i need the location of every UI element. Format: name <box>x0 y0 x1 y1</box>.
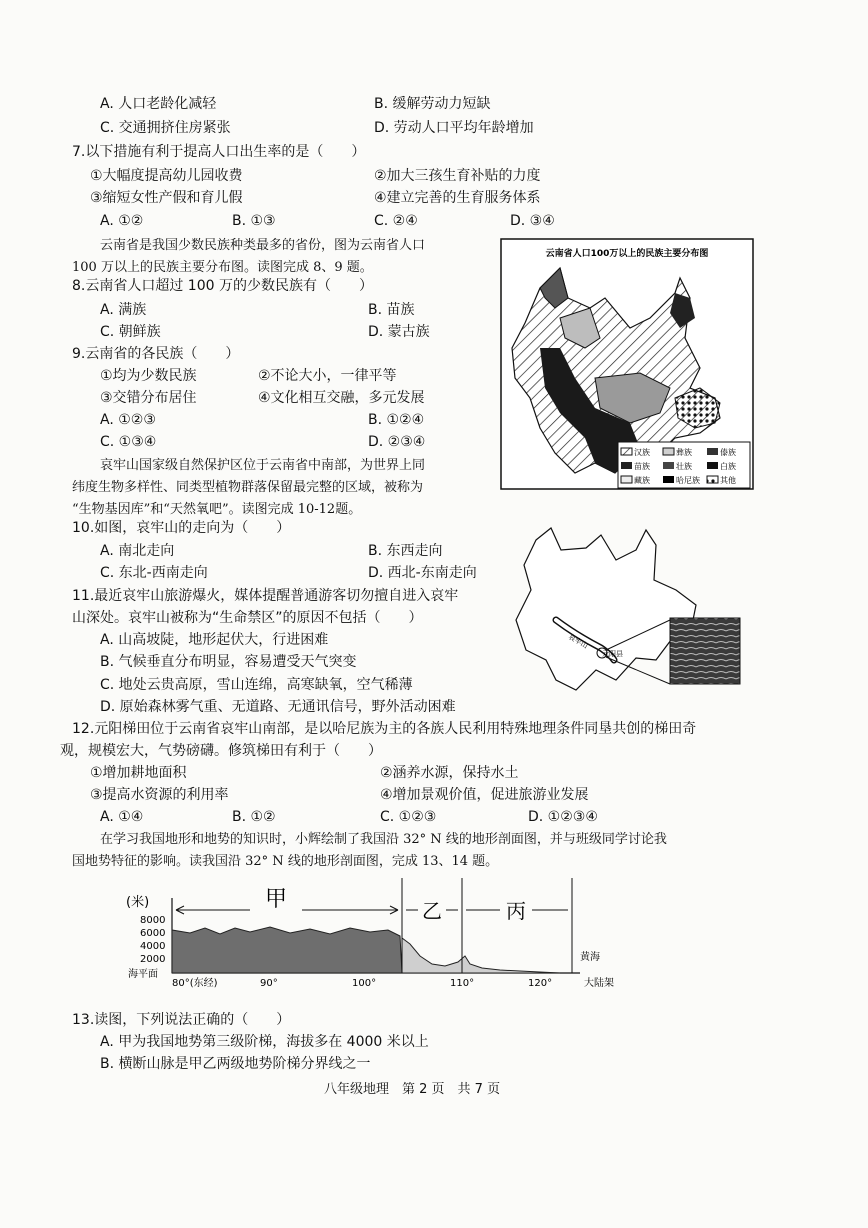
profile-y-6000: 6000 <box>140 928 166 939</box>
profile-zone-jia: 甲 <box>264 887 288 912</box>
q12-item-2: ②涵养水源，保持水土 <box>380 765 519 781</box>
profile-y-2000: 2000 <box>140 954 166 965</box>
q11-option-c: C. 地处云贵高原，雪山连绵，高寒缺氧，空气稀薄 <box>100 677 413 693</box>
legend-han: 汉族 <box>634 448 650 457</box>
q11-option-b: B. 气候垂直分布明显，容易遭受天气突变 <box>100 654 357 670</box>
legend-dai: 傣族 <box>720 448 736 457</box>
q10-stem: 10.如图，哀牢山的走向为（ ） <box>72 520 291 536</box>
yunnan-ethnic-map <box>500 238 754 490</box>
passage-13-14-line1: 在学习我国地形和地势的知识时，小辉绘制了我国沿 32° N 线的地形剖面图，并与班级同学讨论我 <box>100 832 667 847</box>
q8-option-a: A. 满族 <box>100 302 147 318</box>
q11-stem-1: 11.最近哀牢山旅游爆火，媒体提醒普通游客切勿擅自进入哀牢 <box>72 588 459 604</box>
q8-option-b: B. 苗族 <box>368 302 415 318</box>
q7-stem: 7.以下措施有利于提高人口出生率的是（ ） <box>72 144 366 160</box>
q12-item-1: ①增加耕地面积 <box>90 765 187 781</box>
q7-item-4: ④建立完善的生育服务体系 <box>374 190 541 206</box>
q9-item-1: ①均为少数民族 <box>100 368 197 384</box>
q12-option-c: C. ①②③ <box>380 809 437 825</box>
q7-option-c: C. ②④ <box>374 213 418 229</box>
q6-option-d: D. 劳动人口平均年龄增加 <box>374 120 534 136</box>
profile-y-8000: 8000 <box>140 915 166 926</box>
q9-option-b: B. ①②④ <box>368 412 425 428</box>
q10-option-d: D. 西北-东南走向 <box>368 565 477 581</box>
q8-stem: 8.云南省人口超过 100 万的少数民族有（ ） <box>72 278 373 294</box>
passage-10-12-line3: “生物基因库”和“天然氧吧”。读图完成 10-12题。 <box>72 502 362 517</box>
q9-option-d: D. ②③④ <box>368 434 426 450</box>
legend-zang: 藏族 <box>634 476 650 485</box>
profile-x-110: 110° <box>450 978 475 989</box>
q9-item-4: ④文化相互交融，多元发展 <box>258 390 425 406</box>
q9-option-c: C. ①③④ <box>100 434 157 450</box>
q10-option-a: A. 南北走向 <box>100 543 175 559</box>
map1-title: 云南省人口100万以上的民族主要分布图 <box>545 249 709 259</box>
profile-x-80: 80°(东经) <box>172 978 218 989</box>
ailao-mountain-map <box>506 520 746 706</box>
q7-item-3: ③缩短女性产假和育儿假 <box>90 190 243 206</box>
map2-label-ailao: 哀牢山 <box>567 632 590 651</box>
q10-option-b: B. 东西走向 <box>368 543 443 559</box>
q7-item-1: ①大幅度提高幼儿园收费 <box>90 168 243 184</box>
profile-x-100: 100° <box>352 978 377 989</box>
q6-option-c: C. 交通拥挤住房紧张 <box>100 120 231 136</box>
legend-other: 其他 <box>720 476 736 485</box>
q8-option-d: D. 蒙古族 <box>368 324 430 340</box>
profile-y-unit: (米) <box>126 895 150 910</box>
legend-bai: 白族 <box>720 462 736 471</box>
q11-option-a: A. 山高坡陡，地形起伏大，行进困难 <box>100 632 329 648</box>
q7-option-b: B. ①③ <box>232 213 276 229</box>
passage-8-9-line1: 云南省是我国少数民族种类最多的省份，图为云南省人口 <box>100 238 426 253</box>
q6-option-a: A. 人口老龄化减轻 <box>100 96 217 112</box>
profile-y-4000: 4000 <box>140 941 166 952</box>
q9-item-3: ③交错分布居住 <box>100 390 197 406</box>
passage-8-9-line2: 100 万以上的民族主要分布图。读图完成 8、9 题。 <box>72 260 373 275</box>
q9-option-a: A. ①②③ <box>100 412 156 428</box>
profile-shelf: 大陆架 <box>584 978 614 989</box>
q12-stem-2: 观，规模宏大，气势磅礴。修筑梯田有利于（ ） <box>60 743 382 759</box>
passage-13-14-line2: 国地势特征的影响。读我国沿 32° N 线的地形剖面图，完成 13、14 题。 <box>72 854 499 869</box>
q9-item-2: ②不论大小，一律平等 <box>258 368 397 384</box>
passage-10-12-line1: 哀牢山国家级自然保护区位于云南省中南部，为世界上同 <box>100 458 426 473</box>
page-footer: 八年级地理 第 2 页 共 7 页 <box>324 1082 501 1097</box>
q10-option-c: C. 东北-西南走向 <box>100 565 208 581</box>
profile-zone-bing: 丙 <box>506 899 526 923</box>
q7-item-2: ②加大三孩生育补贴的力度 <box>374 168 541 184</box>
q13-stem: 13.读图，下列说法正确的（ ） <box>72 1012 291 1028</box>
q7-option-d: D. ③④ <box>510 213 555 229</box>
q13-option-b: B. 横断山脉是甲乙两级地势阶梯分界线之一 <box>100 1056 371 1072</box>
q9-stem: 9.云南省的各民族（ ） <box>72 346 240 362</box>
legend-hani: 哈尼族 <box>676 476 700 485</box>
legend-zhuang: 壮族 <box>676 462 692 471</box>
passage-10-12-line2: 纬度生物多样性、同类型植物群落保留最完整的区域，被称为 <box>72 480 424 495</box>
profile-y-sealevel: 海平面 <box>128 969 158 980</box>
q11-stem-2: 山深处。哀牢山被称为“生命禁区”的原因不包括（ ） <box>72 610 423 626</box>
profile-x-120: 120° <box>528 978 553 989</box>
q12-item-3: ③提高水资源的利用率 <box>90 787 229 803</box>
q12-option-d: D. ①②③④ <box>528 809 598 825</box>
q12-option-b: B. ①② <box>232 809 276 825</box>
q6-option-b: B. 缓解劳动力短缺 <box>374 96 491 112</box>
q11-option-d: D. 原始森林雾气重、无道路、无通讯信号，野外活动困难 <box>100 699 456 715</box>
q7-option-a: A. ①② <box>100 213 144 229</box>
q13-option-a: A. 甲为我国地势第三级阶梯，海拔多在 4000 米以上 <box>100 1034 429 1050</box>
q12-item-4: ④增加景观价值，促进旅游业发展 <box>380 787 589 803</box>
profile-sea: 黄海 <box>580 952 600 963</box>
legend-yi: 彝族 <box>676 448 692 457</box>
q12-option-a: A. ①④ <box>100 809 144 825</box>
q8-option-c: C. 朝鲜族 <box>100 324 161 340</box>
terrain-profile-32n <box>120 878 630 990</box>
legend-miao: 苗族 <box>634 462 650 471</box>
q12-stem-1: 12.元阳梯田位于云南省哀牢山南部，是以哈尼族为主的各族人民利用特殊地理条件同垦共创的梯田奇 <box>72 721 697 737</box>
map2-label-yuanyang: 元阳县 <box>602 650 623 658</box>
profile-x-90: 90° <box>260 978 278 989</box>
profile-zone-yi: 乙 <box>422 899 442 923</box>
